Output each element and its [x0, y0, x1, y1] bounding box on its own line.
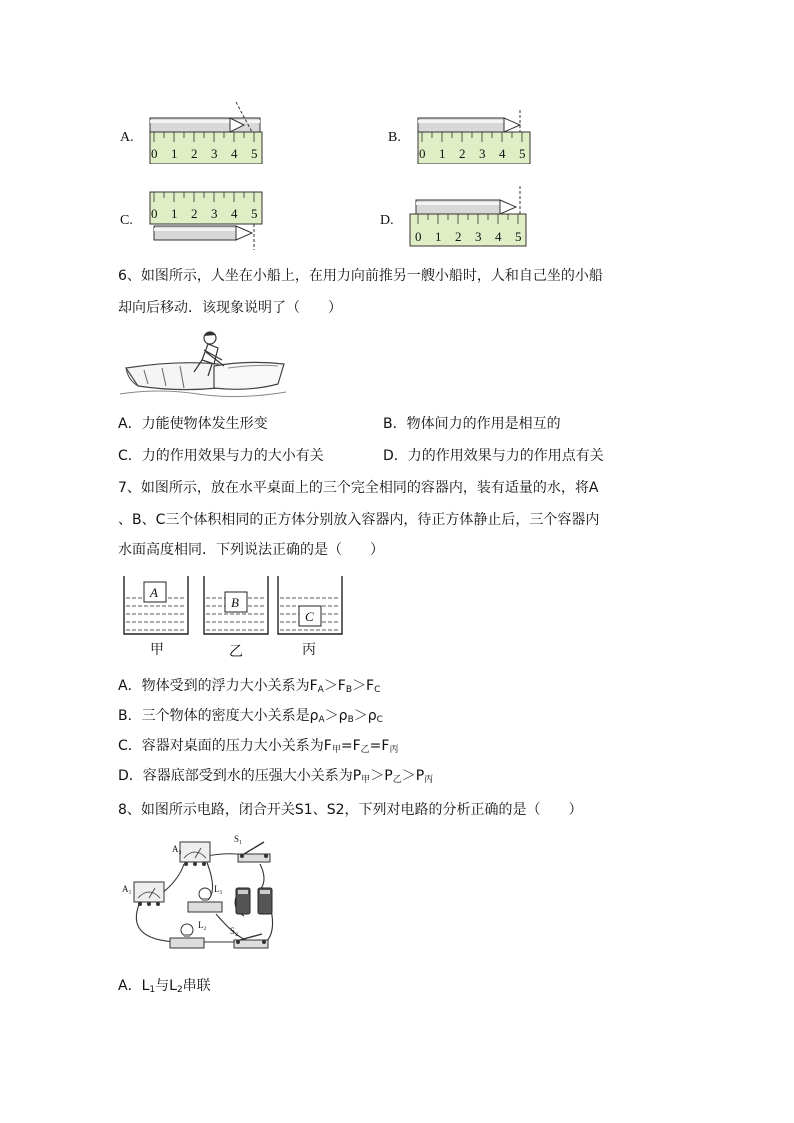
q8-stem: 8、如图所示电路，闭合开关S1、S2，下列对电路的分析正确的是（ ）: [118, 802, 583, 818]
svg-text:2: 2: [191, 146, 198, 161]
q8-circuit-figure: [118, 830, 288, 960]
pencil-tip: [504, 118, 520, 132]
q5-option-c-label: C.: [120, 213, 133, 228]
container-bing: [278, 576, 342, 634]
svg-text:4: 4: [495, 229, 502, 244]
q7-containers-figure: [120, 574, 350, 660]
q6-option-c: C．力的作用效果与力的大小有关: [118, 448, 324, 464]
label-l2: L₂: [198, 920, 207, 930]
q7-option-b: B．三个物体的密度大小关系是$\rho_A>\rho_B>\rho_C$: [118, 708, 383, 725]
svg-text:0: 0: [415, 229, 422, 244]
svg-text:B: B: [231, 595, 239, 610]
pencil-tip: [236, 226, 252, 240]
q6-option-a: A．力能使物体发生形变: [118, 416, 268, 432]
label-bing: 丙: [302, 642, 316, 658]
q7-option-d: D．容器底部受到水的压强大小关系为$P_甲>P_乙>P_丙$: [118, 768, 434, 785]
label-s2: S₂: [230, 926, 239, 936]
svg-text:1: 1: [439, 146, 446, 161]
label-jia: 甲: [150, 642, 164, 658]
pencil-highlight: [154, 228, 236, 231]
container-jia: [124, 576, 188, 634]
q7-option-a: A．物体受到的浮力大小关系为$F_A>F_B>F_C$: [118, 678, 381, 695]
svg-text:0: 0: [419, 146, 426, 161]
svg-text:0: 0: [151, 206, 158, 221]
svg-text:5: 5: [519, 146, 526, 161]
svg-text:4: 4: [499, 146, 506, 161]
ruler: [418, 132, 530, 164]
label-l1: L₁: [214, 884, 223, 894]
svg-text:1: 1: [171, 146, 178, 161]
svg-text:2: 2: [191, 206, 198, 221]
q5-figure-a: [148, 102, 268, 164]
svg-text:2: 2: [459, 146, 466, 161]
q5-option-d-label: D.: [380, 213, 394, 228]
q6-stem-line-1: 6、如图所示，人坐在小船上，在用力向前推另一艘小船时，人和自己坐的小船: [118, 268, 603, 284]
svg-text:3: 3: [475, 229, 482, 244]
rear-boat: [126, 363, 218, 390]
svg-text:4: 4: [231, 206, 238, 221]
svg-text:5: 5: [515, 229, 522, 244]
pencil-highlight: [150, 120, 260, 123]
svg-text:3: 3: [211, 146, 218, 161]
container-yi: [204, 576, 268, 634]
svg-text:0: 0: [151, 146, 158, 161]
q5-figure-c: [148, 190, 268, 252]
q7-stem-line-2: 、B、C三个体积相同的正方体分别放入容器内，待正方体静止后，三个容器内: [118, 512, 600, 528]
q8-option-a: A．$L_1$与$L_2$串联: [118, 978, 211, 995]
label-a1: A₁: [122, 884, 132, 894]
q7-option-c: C．容器对桌面的压力大小关系为$F_甲=F_乙=F_丙$: [118, 738, 399, 755]
pencil-tip: [500, 200, 516, 214]
svg-text:1: 1: [171, 206, 178, 221]
svg-text:1: 1: [435, 229, 442, 244]
switch-s1: [238, 842, 270, 862]
q6-stem-line-2: 却向后移动．该现象说明了（ ）: [118, 300, 342, 316]
svg-text:5: 5: [251, 206, 258, 221]
q5-option-b-label: B.: [388, 130, 401, 145]
label-yi: 乙: [229, 644, 243, 660]
ruler: [150, 192, 262, 224]
ammeter-a1: [134, 882, 164, 906]
svg-text:2: 2: [455, 229, 462, 244]
q6-boats-figure: [118, 330, 290, 400]
svg-text:4: 4: [231, 146, 238, 161]
water-line: [120, 391, 286, 397]
pencil-highlight: [416, 202, 500, 205]
ammeter-a2: [180, 842, 210, 866]
q5-option-a-label: A.: [120, 130, 134, 145]
svg-text:3: 3: [479, 146, 486, 161]
q6-option-d: D．力的作用效果与力的作用点有关: [383, 448, 604, 464]
q7-stem-line-1: 7、如图所示，放在水平桌面上的三个完全相同的容器内，装有适量的水，将A: [118, 480, 599, 496]
pencil-highlight: [418, 120, 504, 123]
q5-figure-d: [408, 186, 530, 248]
svg-text:5: 5: [251, 146, 258, 161]
ruler: [150, 132, 262, 164]
svg-text:A: A: [150, 585, 158, 600]
svg-text:3: 3: [211, 206, 218, 221]
label-a2: A₂: [172, 844, 182, 854]
battery-pack: [236, 888, 272, 914]
front-boat: [214, 362, 284, 389]
label-s1: S₁: [234, 834, 243, 844]
q7-stem-line-3: 水面高度相同．下列说法正确的是（ ）: [118, 542, 384, 558]
svg-text:C: C: [305, 609, 314, 624]
q6-option-b: B．物体间力的作用是相互的: [383, 416, 561, 432]
q5-figure-b: [416, 110, 536, 164]
